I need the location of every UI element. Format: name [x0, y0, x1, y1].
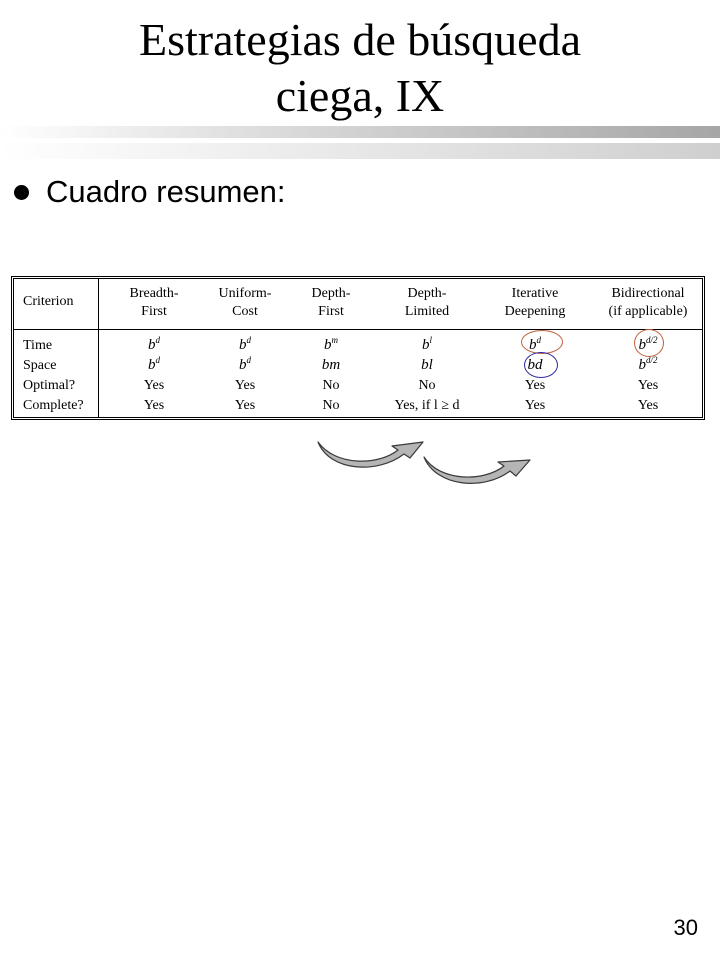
- header-line: Bidirectional: [611, 286, 685, 301]
- optimal-iterative-deepening: Yes: [524, 378, 546, 393]
- optimal-depth-limited: No: [418, 378, 436, 393]
- complete-iterative-deepening: Yes: [524, 398, 546, 413]
- optimal-breadth-first: Yes: [143, 378, 165, 393]
- time-iterative-deepening: $b^d$: [529, 335, 541, 353]
- space-breadth-first: $b^d$: [148, 355, 160, 373]
- header-line: Depth-: [407, 286, 447, 301]
- page-number: 30: [673, 915, 698, 940]
- header-line: First: [318, 304, 344, 319]
- complete-uniform-cost: Yes: [234, 398, 256, 413]
- header-line: First: [141, 304, 167, 319]
- row-label-optimal: Optimal?: [23, 378, 76, 393]
- complete-depth-limited: Yes, if l ≥ d: [394, 398, 460, 413]
- complete-bidirectional: Yes: [637, 398, 659, 413]
- bullet-text: Cuadro resumen:: [46, 174, 286, 209]
- curved-arrow-1: [318, 442, 423, 467]
- time-depth-limited: $b^l$: [421, 335, 432, 353]
- header-line: Deepening: [504, 304, 566, 319]
- space-depth-first: bm: [321, 357, 341, 373]
- optimal-bidirectional: Yes: [637, 378, 659, 393]
- header-line: Breadth-: [129, 286, 179, 301]
- time-breadth-first: $b^d$: [148, 335, 160, 353]
- time-bidirectional: $b^{d/2}$: [638, 335, 658, 353]
- space-bidirectional: $b^{d/2}$: [638, 355, 658, 373]
- row-label-complete: Complete?: [23, 398, 84, 413]
- row-label-time: Time: [23, 338, 53, 353]
- space-depth-limited: bl: [421, 357, 433, 373]
- space-iterative-deepening: bd: [527, 357, 543, 373]
- header-line: (if applicable): [608, 304, 688, 319]
- optimal-uniform-cost: Yes: [234, 378, 256, 393]
- time-uniform-cost: $b^d$: [239, 335, 251, 353]
- header-line: Depth-: [311, 286, 351, 301]
- header-line: Limited: [404, 304, 450, 319]
- slide-title-line-2: ciega, IX: [275, 70, 445, 121]
- space-uniform-cost: $b^d$: [239, 355, 251, 373]
- complete-breadth-first: Yes: [143, 398, 165, 413]
- header-line: Cost: [232, 304, 258, 319]
- slide-title-line-1: Estrategias de búsqueda: [139, 14, 581, 65]
- header-criterion: Criterion: [23, 294, 74, 309]
- row-label-space: Space: [23, 358, 57, 373]
- curved-arrow-2: [424, 457, 530, 483]
- complete-depth-first: No: [322, 398, 340, 413]
- time-depth-first: $b^m$: [324, 335, 338, 353]
- header-line: Iterative: [511, 286, 559, 301]
- header-line: Uniform-: [218, 286, 272, 301]
- optimal-depth-first: No: [322, 378, 340, 393]
